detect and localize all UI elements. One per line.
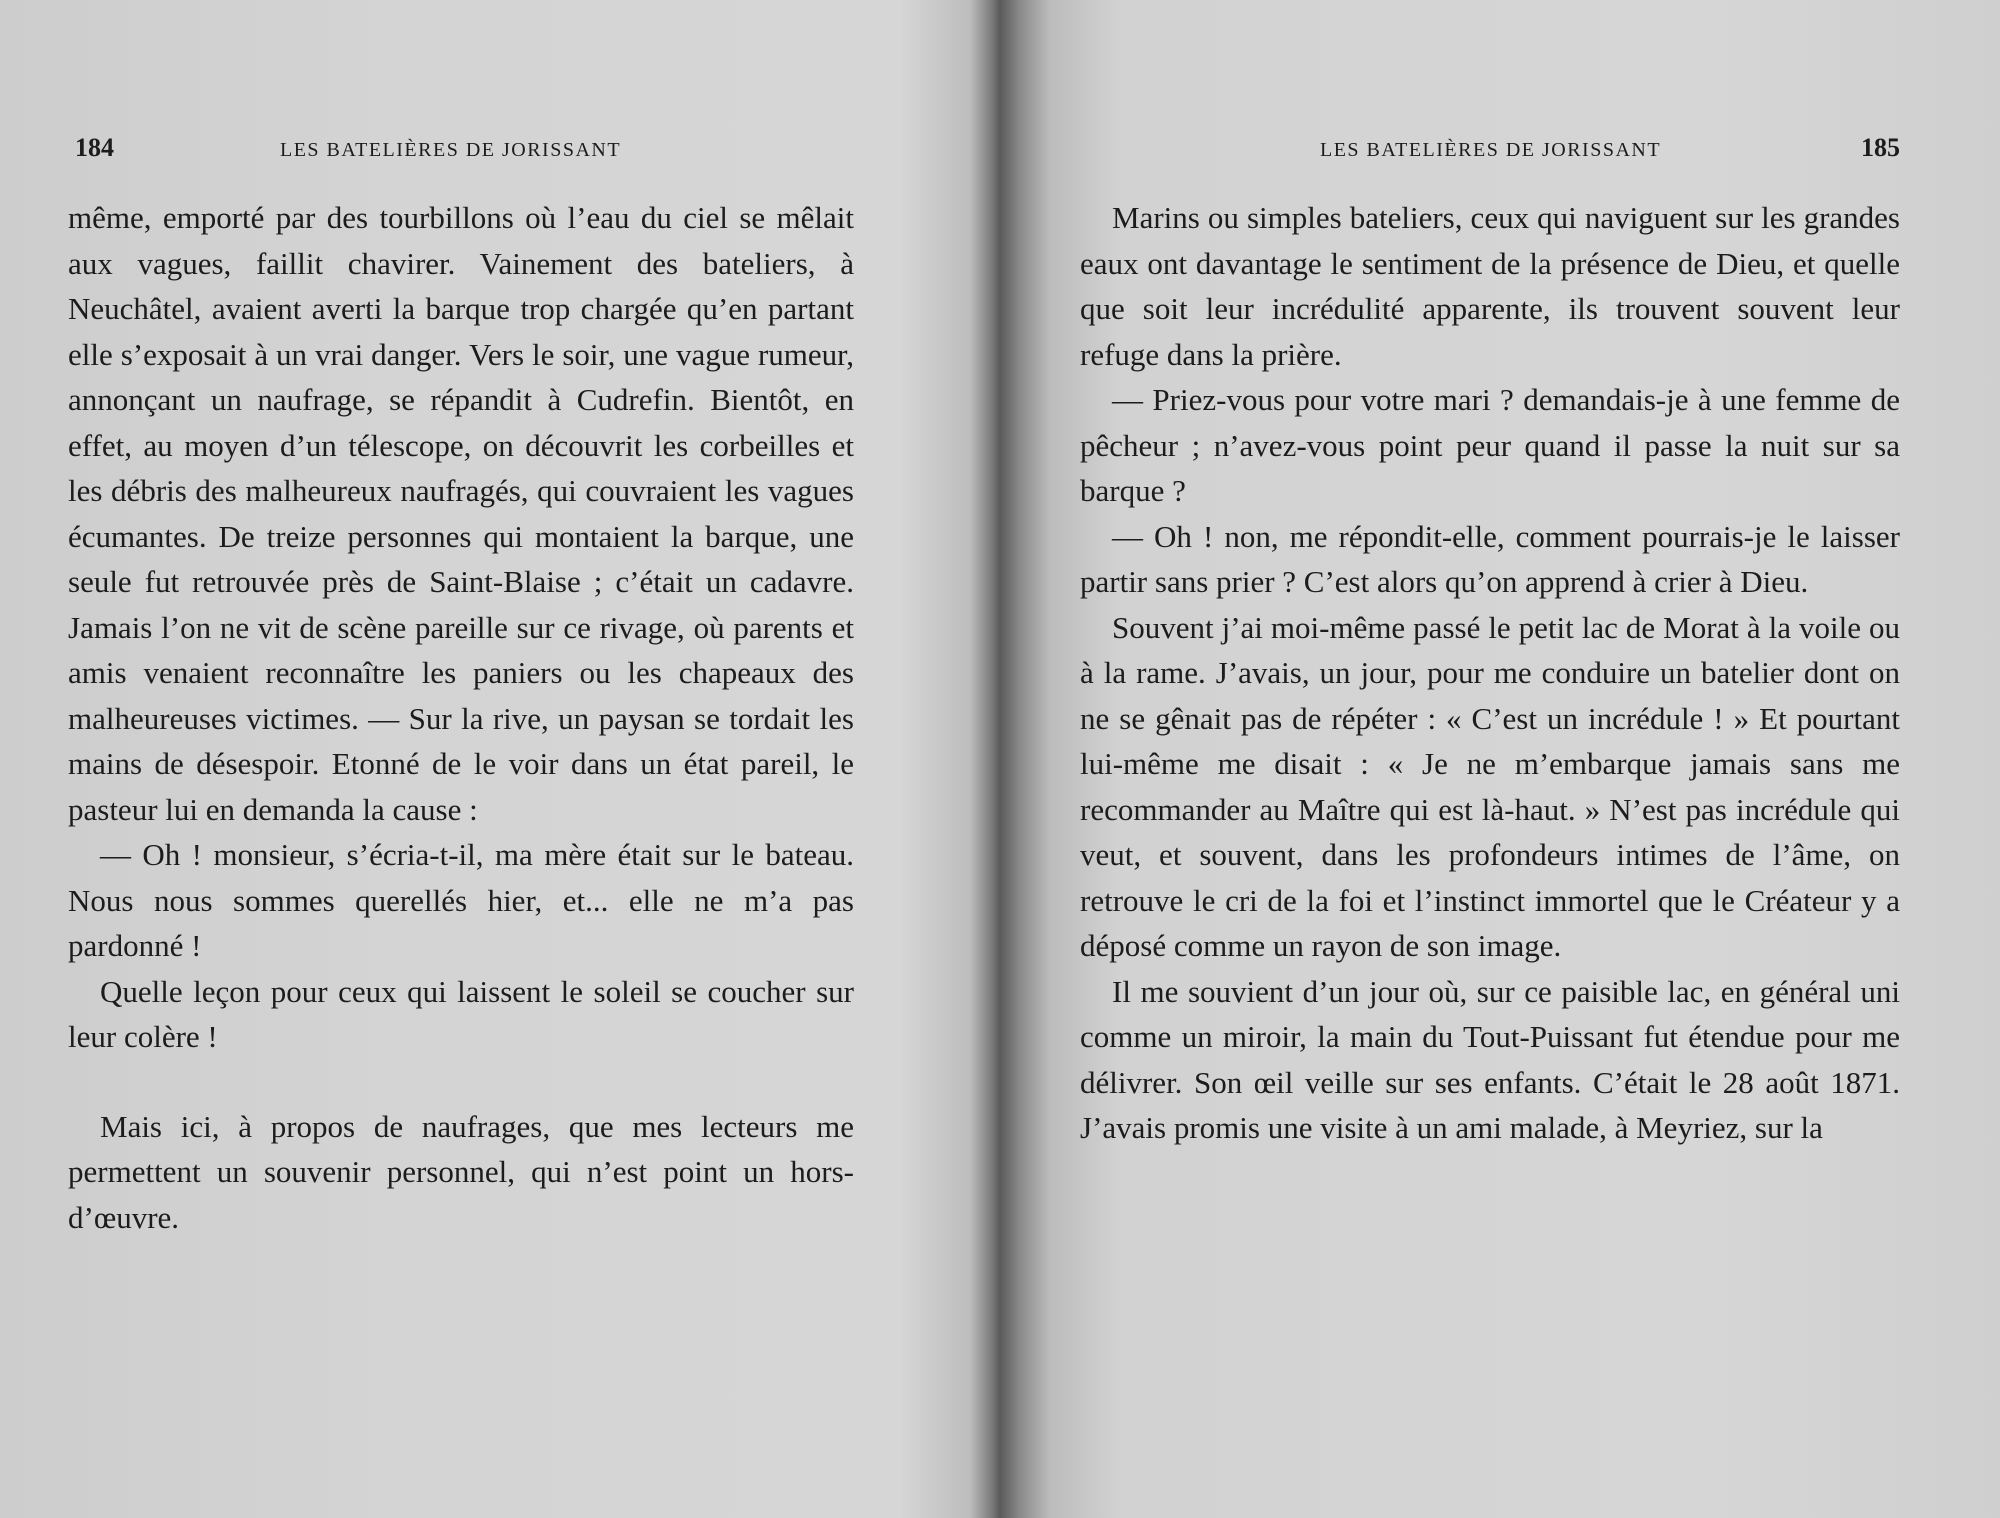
right-running-title: LES BATELIÈRES DE JORISSANT (1320, 139, 1662, 161)
left-page-number: 184 (75, 133, 114, 162)
right-page (1040, 0, 2000, 1518)
right-page-body (1080, 195, 1900, 1151)
right-paragraph-1: Marins ou simples bateliers, ceux qui naviguent sur les grandes eaux ont davantage le sentiment de la présence de Dieu, et quelle que soit leur incrédulité apparente, ils trouvent souvent leur refuge dans la prière. (1080, 200, 1900, 372)
left-paragraph-1: même, emporté par des tourbillons où l’eau du ciel se mêlait aux vagues, faillit chavirer. Vainement des bateliers, à Neuchâtel, avaient averti la barque trop chargée qu’en partant elle s’exposait à un vrai danger. Vers le soir, une vague rumeur, annonçant un naufrage, se répandit à Cudrefin. Bientôt, en effet, au moyen d’un télescope, on découvrit les corbeilles et les débris des malheureux naufragés, qui couvraient les vagues écumantes. De treize personnes qui montaient la barque, une seule fut retrouvée près de Saint-Blaise ; c’était un cadavre. Jamais l’on ne vit de scène pareille sur ce rivage, où parents et amis venaient reconnaître les paniers ou les chapeaux des malheureuses victimes. — Sur la rive, un paysan se tordait les mains de désespoir. Etonné de le voir dans un état pareil, le pasteur lui en demanda la cause : (68, 200, 854, 827)
left-paragraph-4: Mais ici, à propos de naufrages, que mes lecteurs me permettent un souvenir personnel, qui n’est point un hors-d’œuvre. (68, 1108, 854, 1235)
left-running-title: LES BATELIÈRES DE JORISSANT (280, 139, 622, 161)
left-page (0, 0, 960, 1518)
right-page-number: 185 (1861, 133, 1900, 162)
right-paragraph-3: — Oh ! non, me répondit-elle, comment pourrais-je le laisser partir sans prier ? C’est alors qu’on apprend à crier à Dieu. (1080, 518, 1900, 599)
right-paragraph-4: Souvent j’ai moi-même passé le petit lac de Morat à la voile ou à la rame. J’avais, un jour, pour me conduire un batelier dont on ne se gênait pas de répéter : « C’est un incrédule ! » Et pourtant lui-même me disait : « Je ne m’embarque jamais sans me recommander au Maître qui est là-haut. » N’est pas incrédule qui veut, et souvent, dans les profondeurs intimes de l’âme, on retrouve le cri de la foi et l’instinct immortel que le Créateur y a déposé comme un rayon de son image. (1080, 609, 1900, 963)
left-paragraph-3: Quelle leçon pour ceux qui laissent le soleil se coucher sur leur colère ! (68, 973, 854, 1054)
left-page-header (75, 128, 855, 168)
right-paragraph-5: Il me souvient d’un jour où, sur ce paisible lac, en général uni comme un miroir, la main du Tout-Puissant fut étendue pour me délivrer. Son œil veille sur ses enfants. C’était le 28 août 1871. J’avais promis une visite à un ami malade, à Meyriez, sur la (1080, 973, 1900, 1145)
right-page-header (1080, 128, 1900, 168)
right-paragraph-2: — Priez-vous pour votre mari ? demandais-je à une femme de pêcheur ; n’avez-vous point peur quand il passe la nuit sur sa barque ? (1080, 382, 1900, 508)
left-paragraph-2: — Oh ! monsieur, s’écria-t-il, ma mère était sur le bateau. Nous nous sommes querellés hier, et... elle ne m’a pas pardonné ! (68, 837, 854, 963)
left-page-body (68, 195, 854, 1240)
